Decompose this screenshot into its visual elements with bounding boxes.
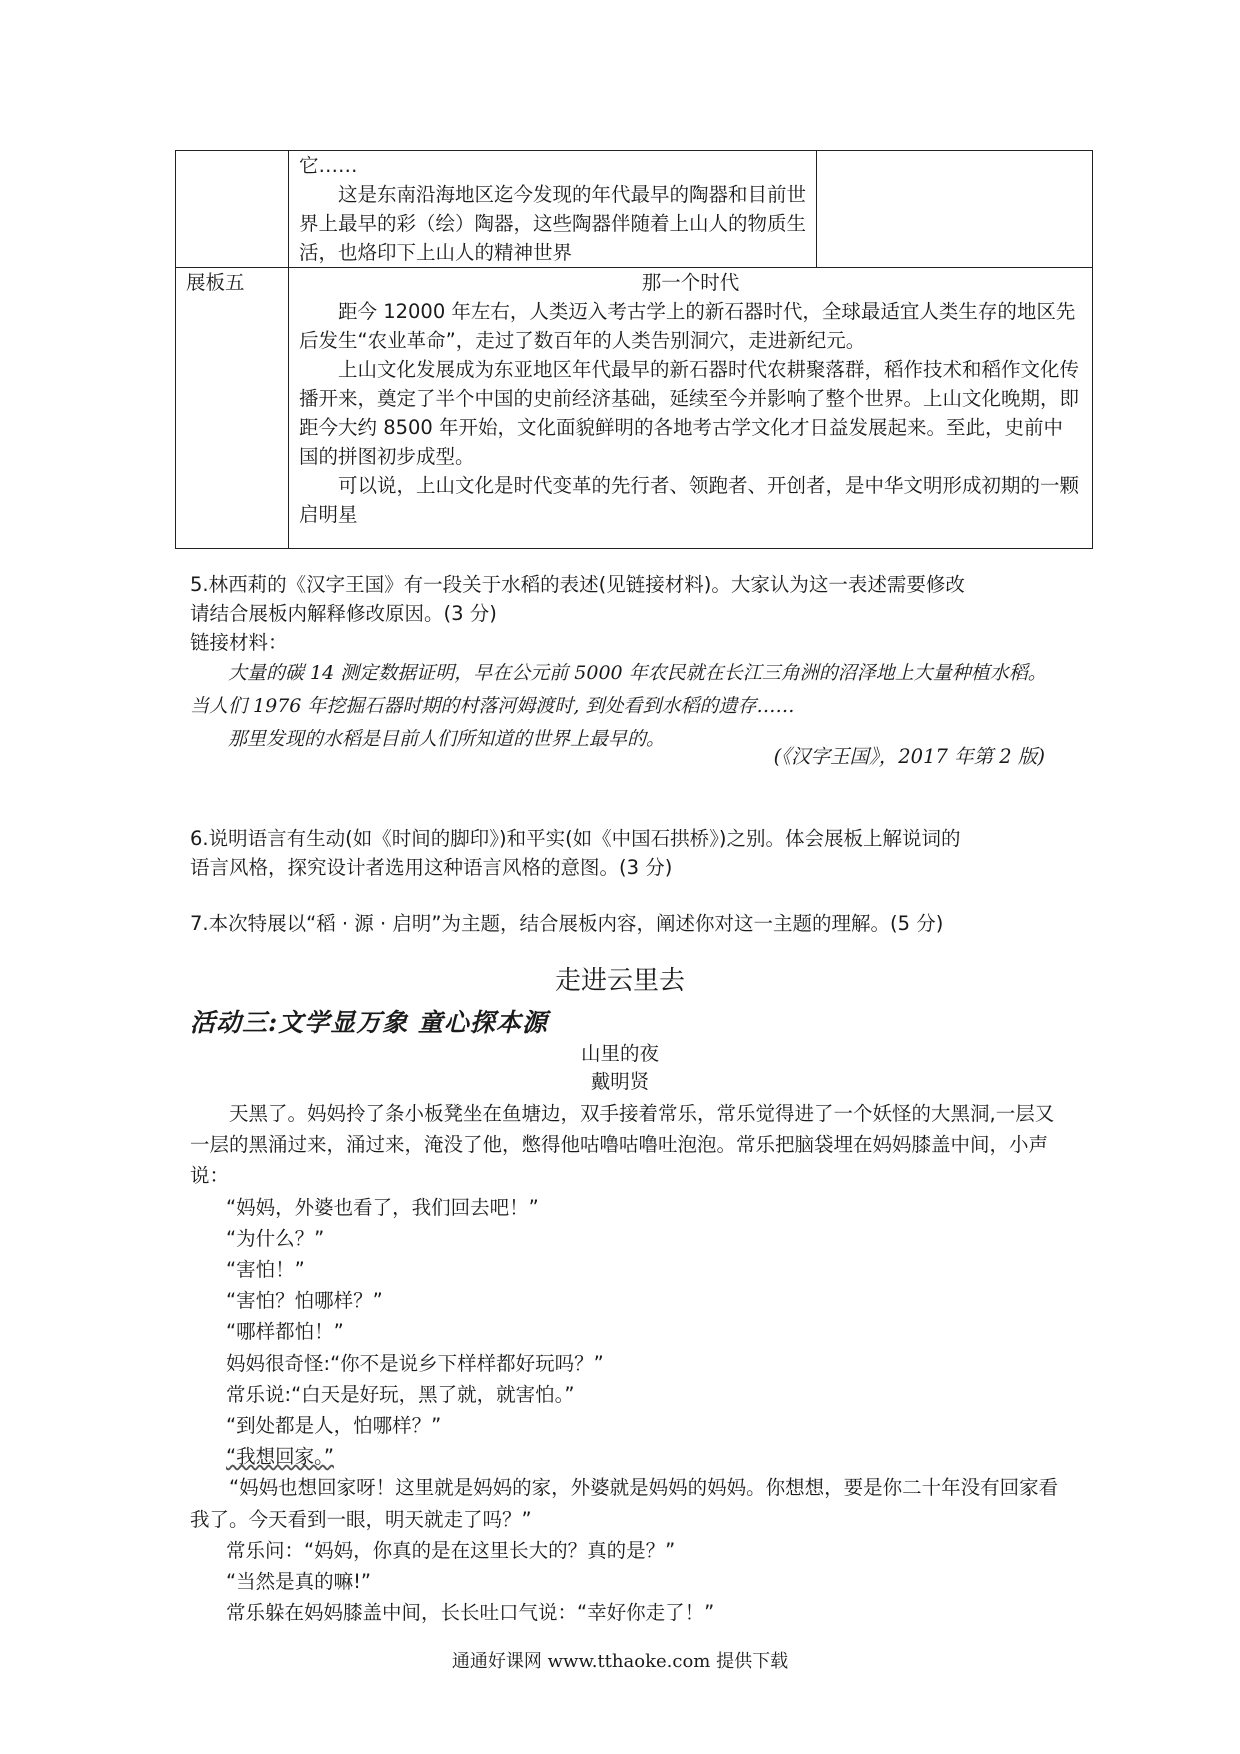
question-6-line2: 语言风格，探究设计者选用这种语言风格的意图。(3 分): [190, 856, 673, 879]
row-label: 展板五: [176, 268, 289, 549]
dialogue-line: “害怕！”: [226, 1258, 305, 1282]
row-note-empty: [817, 151, 1093, 268]
question-5-line2: 请结合展板内解释修改原因。(3 分): [190, 602, 497, 625]
link-paragraph: 那里发现的水稻是目前人们所知道的世界上最早的。: [228, 728, 666, 750]
story-paragraph: 天黑了。妈妈拎了条小板凳坐在鱼塘边，双手接着常乐，常乐觉得进了一个妖怪的大黑洞,一层又一层的黑涌过来，涌过来，淹没了他，憋得他咕噜咕噜吐泡泡。常乐把脑袋埋在妈妈膝盖中间，小声说：: [190, 1102, 1055, 1188]
section-title: 走进云里去: [554, 966, 685, 996]
content-line: 它……: [299, 154, 358, 177]
panel-heading: 那一个时代: [641, 271, 740, 294]
story-body: [190, 1098, 1060, 1628]
dialogue-line: “当然是真的嘛!”: [226, 1570, 372, 1594]
dialogue-line: 常乐问：“妈妈，你真的是在这里长大的？真的是？”: [226, 1538, 676, 1562]
activity-title: 活动三:文学显万象 童心探本源: [190, 1008, 548, 1037]
question-6-line1: 6.说明语言有生动(如《时间的脚印》)和平实(如《中国石拱桥》)之别。体会展板上解说词的: [190, 827, 961, 850]
dialogue-line: “哪样都怕！”: [226, 1320, 344, 1344]
question-7: 7.本次特展以“稻 · 源 · 启明”为主题，结合展板内容，阐述你对这一主题的理解。(5 分): [190, 912, 944, 935]
dialogue-line: “到处都是人，怕哪样？”: [226, 1414, 442, 1438]
dialogue-line: [190, 1441, 1060, 1472]
row-content: [289, 268, 1093, 549]
dialogue-paragraph: “妈妈也想回家呀！这里就是妈妈的家，外婆就是妈妈的妈妈。你想想，要是你二十年没有回家看我了。今天看到一眼，明天就走了吗？”: [190, 1476, 1059, 1531]
story-title: 山里的夜: [580, 1042, 659, 1065]
link-paragraph: 大量的碳 14 测定数据证明，早在公元前 5000 年农民就在长江三角洲的沼泽地上大量种植水稻。当人们 1976 年挖掘石器时期的村落河姆渡时, 到处看到水稻的遗存……: [190, 662, 1047, 717]
footer: 通通好课网 www.tthaoke.com 提供下载: [451, 1651, 789, 1672]
dialogue-line: 妈妈很奇怪:“你不是说乡下样样都好玩吗？”: [226, 1351, 604, 1375]
dialogue-line: “为什么？”: [226, 1226, 325, 1250]
table-row: [176, 268, 1093, 549]
content-paragraph: 这是东南沿海地区迄今发现的年代最早的陶器和目前世界上最早的彩（绘）陶器，这些陶器伴随着上山人的物质生活，也烙印下上山人的精神世界: [299, 183, 807, 264]
table-row: [176, 151, 1093, 268]
dialogue-line: 常乐躲在妈妈膝盖中间，长长吐口气说：“幸好你走了！”: [226, 1601, 715, 1625]
row-content: [289, 151, 817, 268]
underlined-dialogue: “我想回家。”: [226, 1445, 334, 1469]
content-paragraph: 距今 12000 年左右，人类迈入考古学上的新石器时代，全球最适宜人类生存的地区先后发生“农业革命”，走过了数百年的人类告别洞穴，走进新纪元。: [299, 300, 1076, 352]
story-author: 戴明贤: [590, 1070, 650, 1093]
link-label: 链接材料：: [190, 631, 288, 654]
dialogue-line: 常乐说:“白天是好玩，黑了就，就害怕。”: [226, 1382, 575, 1406]
exhibit-table: [175, 150, 1093, 549]
content-paragraph: 可以说，上山文化是时代变革的先行者、领跑者、开创者，是中华文明形成初期的一颗启明星: [299, 474, 1080, 526]
dialogue-line: “妈妈，外婆也看了，我们回去吧！”: [226, 1195, 539, 1219]
row-label-empty: [176, 151, 289, 268]
content-paragraph: 上山文化发展成为东亚地区年代最早的新石器时代农耕聚落群，稻作技术和稻作文化传播开来，奠定了半个中国的史前经济基础，延续至今并影响了整个世界。上山文化晚期，即距今大约 8500 年开始，文化面貌鲜明的各地考古学文化才日益发展起来。至此，史前中国的拼图初步成型。: [299, 358, 1080, 468]
dialogue-line: “害怕？怕哪样？”: [226, 1289, 383, 1313]
link-source: (《汉字王国》，2017 年第 2 版): [773, 745, 1045, 768]
question-5-line1: 5.林西莉的《汉字王国》有一段关于水稻的表述(见链接材料)。大家认为这一表述需要修改: [190, 573, 965, 596]
